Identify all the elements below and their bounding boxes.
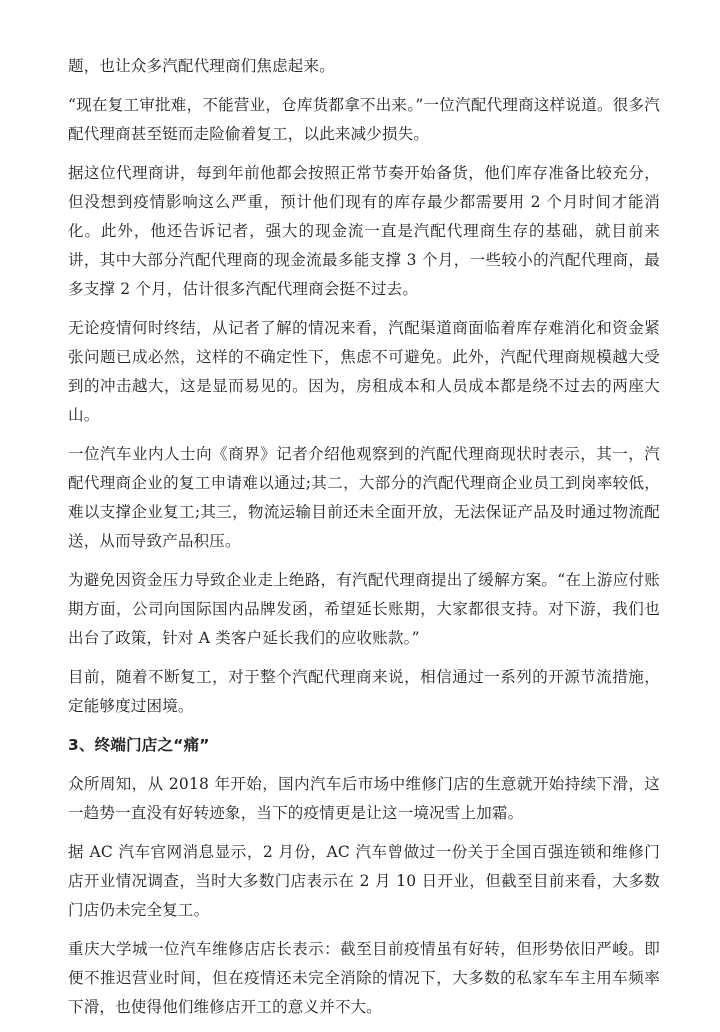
- paragraph: 目前，随着不断复工，对于整个汽配代理商来说，相信通过一系列的开源节流措施，定能够度过困境。: [68, 668, 660, 715]
- paragraph: 无论疫情何时终结，从记者了解的情况来看，汽配渠道商面临着库存难消化和资金紧张问题已成必然，这样的不确定性下，焦虑不可避免。此外，汽配代理商规模越大受到的冲击越大，这是显而易见的。因为，房租成本和人员成本都是绕不过去的两座大山。: [68, 319, 660, 424]
- section-heading: 3、终端门店之“痛”: [68, 736, 210, 754]
- document-page: [68, 52, 660, 1032]
- paragraph: 一位汽车业内人士向《商界》记者介绍他观察到的汽配代理商现状时表示，其一，汽配代理商企业的复工申请难以通过;其二，大部分的汽配代理商企业员工到岗率较低，难以支撑企业复工;其三，物流运输目前还未全面开放，无法保证产品及时通过物流配送，从而导致产品积压。: [68, 445, 660, 550]
- paragraph: “现在复工审批难，不能营业，仓库货都拿不出来。”一位汽配代理商这样说道。很多汽配代理商甚至铤而走险偷着复工，以此来减少损失。: [68, 96, 660, 143]
- paragraph: 为避免因资金压力导致企业走上绝路，有汽配代理商提出了缓解方案。“在上游应付账期方面，公司向国际国内品牌发函，希望延长账期，大家都很支持。对下游，我们也出台了政策，针对 A 类客户延长我们的应收账款。”: [68, 571, 660, 647]
- paragraph: 据 AC 汽车官网消息显示，2 月份，AC 汽车曾做过一份关于全国百强连锁和维修门店开业情况调查，当时大多数门店表示在 2 月 10 日开业，但截至目前来看，大多数门店仍未完全复工。: [68, 843, 660, 919]
- paragraph: 众所周知，从 2018 年开始，国内汽车后市场中维修门店的生意就开始持续下滑，这一趋势一直没有好转迹象，当下的疫情更是让这一境况雪上加霜。: [68, 775, 660, 822]
- paragraph: 题，也让众多汽配代理商们焦虑起来。: [68, 57, 335, 75]
- paragraph: 据这位代理商讲，每到年前他都会按照正常节奏开始备货，他们库存准备比较充分，但没想到疫情影响这么严重，预计他们现有的库存最少都需要用 2 个月时间才能消化。此外，他还告诉记者，强大的现金流一直是汽配代理商生存的基础，就目前来讲，其中大部分汽配代理商的现金流最多能支撑 3 个月，一些较小的汽配代理商，最多支撑 2 个月，估计很多汽配代理商会挺不过去。: [68, 164, 660, 298]
- paragraph: 重庆大学城一位汽车维修店店长表示：截至目前疫情虽有好转，但形势依旧严峻。即便不推迟营业时间，但在疫情还未完全消除的情况下，大多数的私家车车主用车频率下滑，也使得他们维修店开工的意义并不大。: [68, 940, 660, 1016]
